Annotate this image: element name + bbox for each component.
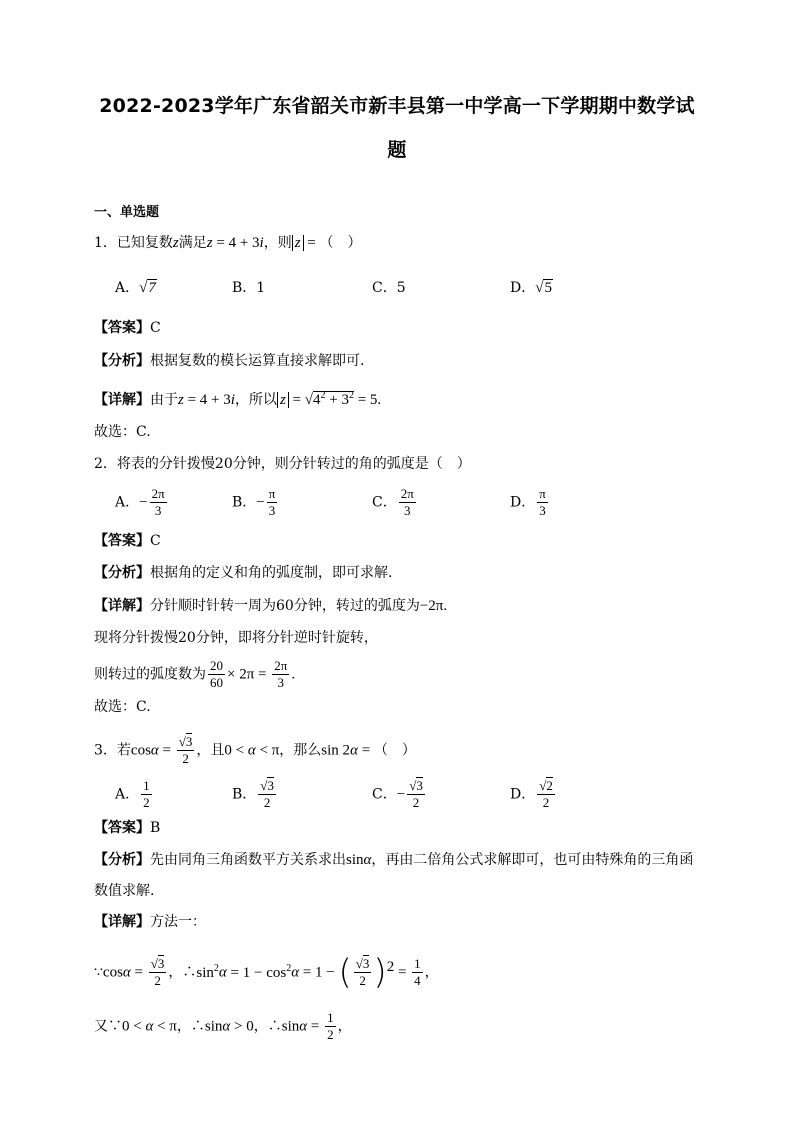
q1-analysis: 【分析】根据复数的模长运算直接求解即可. [94, 353, 365, 369]
q2-conclusion: 故选：C. [94, 699, 151, 715]
document-title [60, 84, 734, 172]
q2-option-a: A．− $\frac{2\pi}{3}$ [115, 486, 165, 518]
q1-option-d: D．√5 [510, 280, 552, 296]
q1-conclusion: 故选：C. [94, 424, 151, 440]
q3-option-b: B． $\frac{√3}{2}$ [232, 778, 274, 810]
q2-option-b: B．− $\frac{\pi}{3}$ [232, 486, 276, 518]
q2-answer: 【答案】C [94, 533, 161, 549]
q2-option-d: D． $\frac{\pi}{3}$ [510, 486, 546, 518]
q3-analysis-line-1: 【分析】先由同角三角函数平方关系求出sinα，再由二倍角公式求解即可，也可由特殊角的三角函 [94, 852, 694, 868]
q2-detail: 【详解】分针顺时针转一周为60分钟，转过的弧度为−2π. [94, 598, 448, 614]
q3-detail: 【详解】方法一： [94, 914, 206, 930]
q2-line-2: 现将分针拨慢20分钟，即将分针逆时针旋转， [94, 630, 378, 646]
q2-line-3: 则转过的弧度数为 $\frac{20}{60}$ × 2π = $\frac{2\pi}{3}$ . [94, 658, 296, 690]
q2-analysis: 【分析】根据角的定义和角的弧度制，即可求解. [94, 565, 393, 581]
q1-option-b: B．1 [232, 280, 266, 296]
title-line-1: 2022-2023学年广东省韶关市新丰县第一中学高一下学期期中数学试 [99, 95, 695, 117]
q3-option-d: D． $\frac{√2}{2}$ [510, 778, 553, 810]
q2-option-c: C． $\frac{2\pi}{3}$ [372, 486, 414, 518]
q3-option-c: C．− $\frac{√3}{2}$ [372, 778, 423, 810]
q1-option-c: C．5 [372, 280, 406, 296]
q3-option-a: A． $\frac{1}{2}$ [115, 778, 150, 810]
q3-analysis-line-2: 数值求解. [94, 883, 155, 899]
q3-answer: 【答案】B [94, 820, 161, 836]
q3-derivation-line-1: ∵cosα = $\frac{√3}{2}$ ，$\therefore\sin^2\alpha = 1 - \cos^2\alpha = 1$ − ( $\frac{√3}{2}$ )$^2$ = $\frac{1}{4}$ ， [94, 952, 439, 993]
q1-option-a: A．√7 [115, 280, 156, 296]
q1-detail: 【详解】由于z = 4 + 3i，所以 $z = √4^2 + 3^2 = 5$. [94, 390, 382, 408]
section-heading: 一、单选题 [94, 205, 160, 220]
title-line-2: 题 [387, 139, 407, 161]
q1-answer: 【答案】C [94, 320, 161, 336]
q3-derivation-line-2: 又∵0 < α < π，∴sinα > 0，∴sinα = $\frac{1}{2}$ ， [94, 1010, 352, 1042]
q3-stem: 3．若cosα = $\frac{√3}{2}$ ，且0 < α < π，那么sin 2α = （ ） [94, 734, 416, 766]
q2-stem: 2．将表的分针拨慢20分钟，则分针转过的角的弧度是（ ） [94, 456, 471, 472]
q1-stem: 1．已知复数z满足z = 4 + 3i，则 z = （ ） [94, 235, 362, 251]
